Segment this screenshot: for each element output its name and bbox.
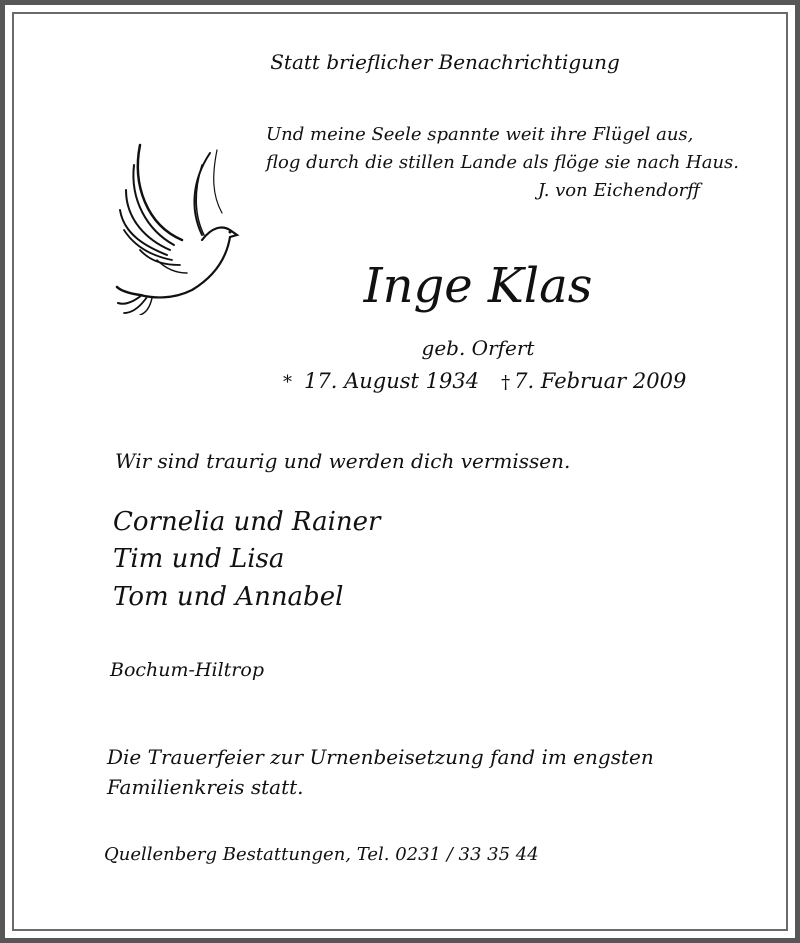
quote-line: flog durch die stillen Lande als flöge sie nach Haus.	[266, 152, 739, 173]
family-member: Tim und Lisa	[113, 544, 285, 574]
birth-name: geb. Orfert	[421, 336, 535, 360]
quote-author: J. von Eichendorff	[537, 180, 700, 201]
life-dates	[283, 371, 686, 392]
sorrow-text: Wir sind traurig und werden dich vermissen.	[115, 449, 571, 473]
quote-line: Und meine Seele spannte weit ihre Flügel aus,	[266, 124, 694, 145]
header-text: Statt brieflicher Benachrichtigung	[270, 50, 620, 74]
birth-date: 17. August 1934	[304, 369, 480, 393]
funeral-note-line: Die Trauerfeier zur Urnenbeisetzung fand im engsten	[107, 745, 654, 769]
deceased-name: Inge Klas	[363, 258, 593, 314]
family-member: Tom und Annabel	[113, 582, 344, 612]
place: Bochum-Hiltrop	[110, 659, 264, 681]
family-member: Cornelia und Rainer	[113, 507, 381, 537]
undertaker-contact: Quellenberg Bestattungen, Tel. 0231 / 33 35 44	[104, 844, 539, 865]
death-date: 7. Februar 2009	[514, 369, 687, 393]
birth-star-icon: *	[283, 372, 292, 393]
death-cross-icon: †	[501, 372, 511, 393]
funeral-note-line: Familienkreis statt.	[107, 775, 304, 799]
